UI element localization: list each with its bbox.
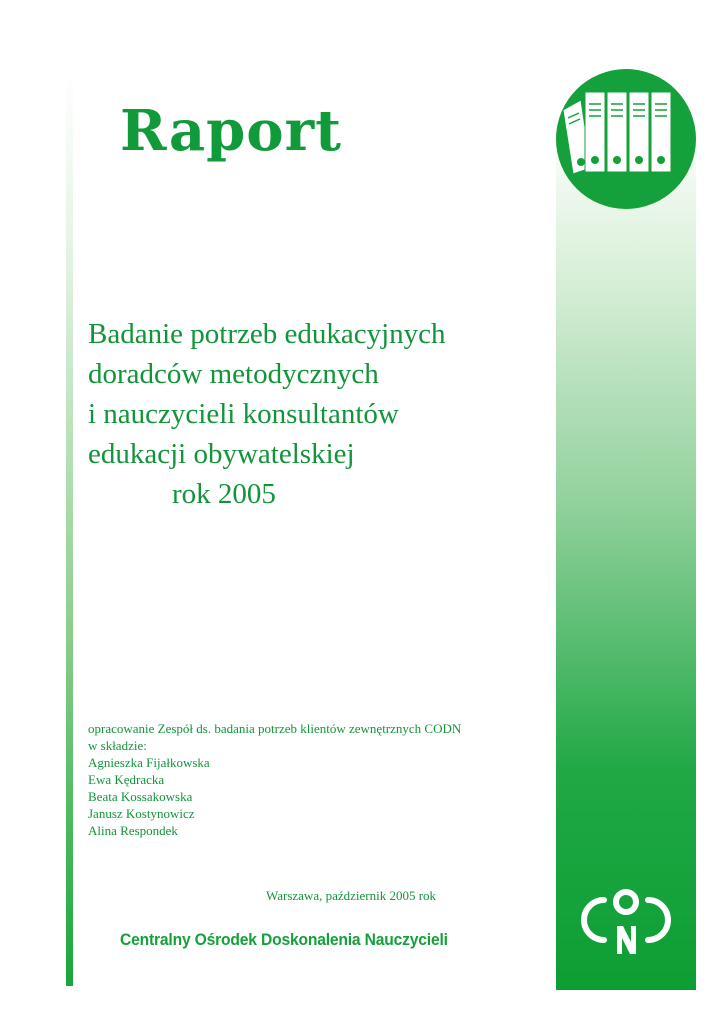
authors-intro: opracowanie Zespół ds. badania potrzeb klientów zewnętrznych CODN — [88, 721, 462, 736]
codn-logo — [578, 888, 674, 960]
left-decorative-bar — [66, 70, 73, 986]
report-subtitle — [88, 314, 548, 514]
author-name: Alina Respondek — [88, 823, 178, 838]
authors-intro-2: w składzie: — [88, 738, 147, 753]
subtitle-line: Badanie potrzeb edukacyjnych — [88, 318, 446, 350]
subtitle-line: i nauczycieli konsultantów — [88, 398, 399, 430]
subtitle-line: doradców metodycznych — [88, 358, 379, 390]
place-date: Warszawa, październik 2005 rok — [266, 888, 437, 903]
organization-name: Centralny Ośrodek Doskonalenia Nauczycieli — [120, 930, 448, 949]
subtitle-line: edukacji obywatelskiej — [88, 438, 355, 470]
authors-block — [88, 720, 558, 839]
author-name: Janusz Kostynowicz — [88, 806, 195, 821]
binders-icon — [555, 68, 697, 210]
right-decorative-panel — [556, 120, 696, 990]
author-name: Beata Kossakowska — [88, 789, 193, 804]
report-title: Raport — [120, 98, 342, 164]
author-name: Agnieszka Fijałkowska — [88, 755, 210, 770]
subtitle-year: rok 2005 — [172, 478, 276, 510]
author-name: Ewa Kędracka — [88, 772, 165, 787]
